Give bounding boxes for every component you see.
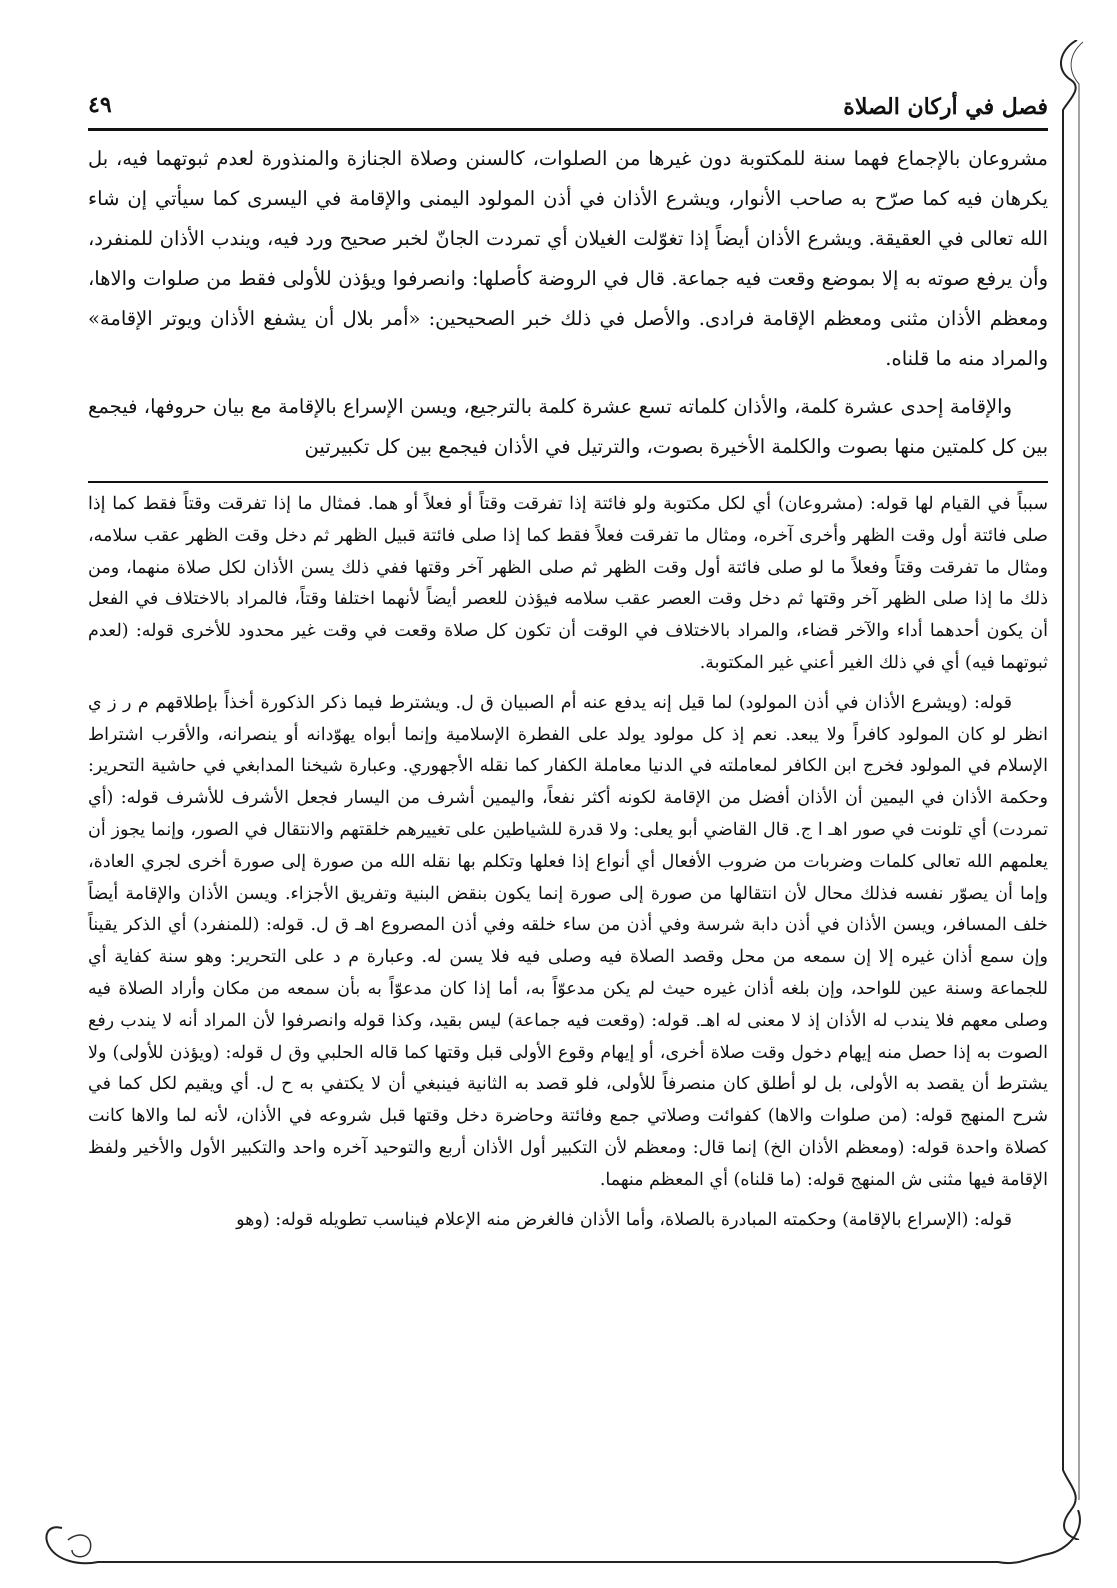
page-content: [88, 88, 1048, 1508]
main-paragraph: والإقامة إحدى عشرة كلمة، والأذان كلماته تسع عشرة كلمة بالترجيع، ويسن الإسراع بالإقامة مع بيان حروفها، فيجمع بين كل كلمتين منها بصوت والكلمة الأخيرة بصوت، والترتيل في الأذان فيجمع بين كل تكبيرتين: [88, 395, 1048, 458]
main-paragraph: مشروعان بالإجماع فهما سنة للمكتوبة دون غيرها من الصلوات، كالسنن وصلاة الجنازة والمنذورة لعدم ثبوتهما فيه، بل يكرهان فيه كما صرّح به صاحب الأنوار، ويشرع الأذان في أذن المولود اليمنى والإقامة في اليسرى كما سيأتي إن شاء الله تعالى في العقيقة. ويشرع الأذان أيضاً إذا تغوّلت الغيلان أي تمردت الجانّ لخبر صحيح ورد فيه، ويندب الأذان للمنفرد، وأن يرفع صوته به إلا بموضع وقعت فيه جماعة. قال في الروضة كأصلها: وانصرفوا ويؤذن للأولى فقط من صلوات والاها، ومعظم الأذان مثنى ومعظم الإقامة فرادى. والأصل في ذلك خبر الصحيحين: «أمر بلال أن يشفع الأذان ويوتر الإقامة» والمراد منه ما قلناه.: [88, 147, 1048, 370]
chapter-title: فصل في أركان الصلاة: [835, 94, 1048, 120]
main-text: [88, 139, 1048, 467]
note-paragraph: قوله: (ويشرع الأذان في أذن المولود) لما قيل إنه يدفع عنه أم الصبيان ق ل. ويشترط فيما ذكر الذكورة أخذاً بإطلاقهم م ر ز ي انظر لو كان المولود كافراً ولا يبعد. نعم إذ كل مولود يولد على الفطرة الإسلامية وإنما أبواه يهوّدانه أو ينصرانه، والأقرب اشتراط الإسلام في المولود فخرج ابن الكافر لمعاملته في الدنيا معاملة الكفار كما نقله الأجهوري. وعبارة شيخنا المدابغي في حاشية التحرير: وحكمة الأذان في اليمين أن الأذان أفضل من الإقامة لكونه أكثر نفعاً، واليمين أشرف من اليسار فجعل الأشرف للأشرف قوله: (أي تمردت) أي تلونت في صور اهـ ا ج. قال القاضي أبو يعلى: ولا قدرة للشياطين على تغييرهم خلقتهم والانتقال في الصور، وإنما يجوز أن يعلمهم الله تعالى كلمات وضربات من ضروب الأفعال أي أنواع إذا فعلها وتكلم بها نقله الله من صورة إلى صورة أخرى لجري العادة، وإما أن يصوّر نفسه فذلك محال لأن انتقالها من صورة إلى صورة إنما يكون بنقض البنية وتفريق الأجزاء. ويسن الأذان والإقامة أيضاً خلف المسافر، ويسن الأذان في أذن دابة شرسة وفي أذن من ساء خلقه وفي أذن المصروع اهـ ق ل. قوله: (للمنفرد) أي الذكر يقيناً وإن سمع أذان غيره إلا إن سمعه من محل وقصد الصلاة فيه وصلى فيه فلا يسن له. وعبارة م د على التحرير: وهو سنة كفاية أي للجماعة وسنة عين للواحد، وإن بلغه أذان غيره حيث لم يكن مدعوّاً به، أما إذا كان مدعوّاً به بأن سمعه من مكان وأراد الصلاة فيه وصلى معهم فلا يندب له الأذان إذ لا معنى له اهـ. قوله: (وقعت فيه جماعة) ليس بقيد، وكذا قوله وانصرفوا لأن المراد أنه لا يندب رفع الصوت به إذا حصل منه إيهام دخول وقت صلاة أخرى، أو إيهام وقوع الأولى قبل وقتها كما قاله الحلبي وق ل قوله: (ويؤذن للأولى) ولا يشترط أن يقصد به الأولى، بل لو أطلق كان منصرفاً للأولى، فلو قصد به الثانية فينبغي أن لا يكتفي به ح ل. أي ويقيم لكل كما في شرح المنهج قوله: (من صلوات والاها) كفوائت وصلاتي جمع وفائتة وحاضرة دخل وقتها قبل شروعه في الأذان، لأنه لما والاها كانت كصلاة واحدة قوله: (ومعظم الأذان الخ) إنما قال: ومعظم لأن التكبير أول الأذان أربع والتوحيد آخره واحد والتكبير الأول والأخير ولفظ الإقامة فيها مثنى ش المنهج قوله: (ما قلناه) أي المعظم منهما.: [88, 692, 1049, 1190]
running-header: [88, 88, 1048, 131]
note-paragraph: سبباً في القيام لها قوله: (مشروعان) أي لكل مكتوبة ولو فائتة إذا تفرقت وقتاً أو فعلاً أو هما. فمثال ما إذا تفرقت وقتاً فقط كما إذا صلى فائتة أول وقت الظهر وأخرى آخره، ومثال ما تفرقت فعلاً فقط كما إذا صلى فائتة قبيل الظهر ثم دخل وقت الظهر عقب سلامه، ومثال ما تفرقت وقتاً وفعلاً ما لو صلى فائتة أول وقت الظهر ثم صلى الظهر آخر وقتها ففي ذلك يسن الأذان لكل صلاة منهما، ومن ذلك ما إذا صلى الظهر آخر وقتها ثم دخل وقت العصر عقب سلامه فيؤذن للعصر أيضاً لأنهما اختلفا وقتاً، فالمراد بالاختلاف في الفعل أن يكون أحدهما أداء والآخر قضاء، والمراد بالاختلاف في الوقت أن تكون كل صلاة وقعت في وقت غير محدود للأخرى قوله: (لعدم ثبوتهما فيه) أي في ذلك الغير أعني غير المكتوبة.: [88, 494, 1048, 673]
commentary-notes: [88, 489, 1048, 1236]
ornamental-border-bottom: [28, 1510, 1088, 1570]
ornamental-border-right: [1049, 40, 1089, 1540]
note-paragraph: قوله: (الإسراع بالإقامة) وحكمته المبادرة بالصلاة، وأما الأذان فالغرض منه الإعلام فيناسب تطويله قوله: (وهو: [236, 1209, 1012, 1230]
footnote-divider: [88, 481, 1048, 483]
page-number: ٤٩: [88, 92, 120, 118]
